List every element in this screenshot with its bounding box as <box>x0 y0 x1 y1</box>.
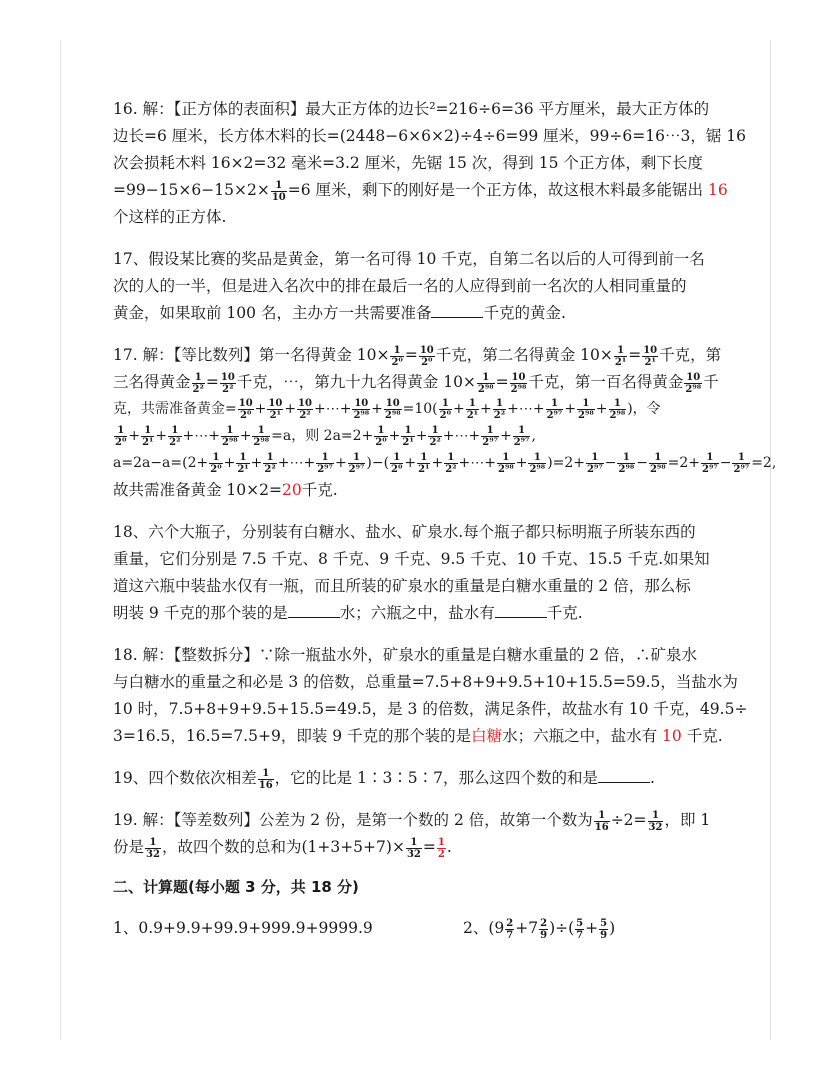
text: +7 <box>515 919 539 937</box>
q17-question-line-1: 17、假设某比赛的奖品是黄金，第一名可得 10 千克，自第二名以后的人可得到前一名 <box>113 250 705 268</box>
text: )，令 <box>627 401 661 417</box>
q16-answer-line-1: 16. 解：【正方体的表面积】最大正方体的边长²=216÷6=36 平方厘米，最大正方体的 <box>113 100 710 118</box>
fraction: $\frac{1}{\text{2⁹⁸}}$ <box>498 451 514 475</box>
text: =2, <box>751 455 777 471</box>
q18-question-line-3: 道这六瓶中装盐水仅有一瓶，而且所装的矿泉水的重量是白糖水重量的 2 倍，那么标 <box>113 577 691 595</box>
text: 份是 <box>113 838 145 856</box>
text: 17. 解：【等比数列】第一名得黄金 10× <box>113 346 390 364</box>
q18-answer-line-3: 10 时，7.5+8+9+9.5+15.5=49.5，是 3 的倍数，满足条件，故盐水有 10 千克，49.5÷ <box>113 700 748 718</box>
q16-answer-value: 16 <box>707 181 728 199</box>
text: 克，共需准备黄金= <box>113 401 237 417</box>
text: a=2a−a=(2+ <box>113 455 209 471</box>
text: 黄金，如果取前 100 名，主办方一共需要准备 <box>113 304 432 322</box>
q19-question-line-1 <box>113 765 723 792</box>
fraction: $\frac{1}{\text{2¹}}$ <box>402 424 414 448</box>
fraction: $\frac{1}{16}$ <box>594 809 609 833</box>
q18-answer-line-4 <box>113 723 723 750</box>
fraction: $\frac{10}{\text{2⁰}}$ <box>238 397 253 421</box>
fraction: $\frac{2}{7}$ <box>506 917 514 941</box>
q17-question-line-2: 次的人的一半，但是进入名次中的排在最后一名的人应得到前一名次的人相同重量的 <box>113 277 687 295</box>
fraction: $\frac{1}{\text{2²}}$ <box>445 451 457 475</box>
fraction: $\frac{2}{9}$ <box>540 917 548 941</box>
fraction: $\frac{5}{9}$ <box>600 917 608 941</box>
fraction: $\frac{1}{32}$ <box>146 836 160 860</box>
fraction: $\frac{1}{\text{2²}}$ <box>493 397 506 421</box>
q16-answer-line-4 <box>113 177 728 204</box>
q18-answer-value-1: 白糖 <box>471 727 503 745</box>
fraction: $\frac{1}{\text{2²}}$ <box>264 451 276 475</box>
fraction: $\frac{10}{\text{2¹}}$ <box>643 344 658 368</box>
q17-answer-line-6 <box>113 477 723 504</box>
text: =a，则 2a=2+ <box>271 428 374 444</box>
q17-answer-line-1: 17. 解：【等比数列】第一名得黄金 10× $\frac{1}{\text{2⁰}}$ = $\frac{10}{\text{2⁰}}$ 千克，第二名得黄金 10× $\frac{1}{\text{2¹}}$ = $\frac{10}{\text{2¹}}$ 千克，第 <box>113 344 722 368</box>
fraction: $\frac{1}{\text{2⁹⁸}}$ <box>578 397 594 421</box>
q17-answer-value: 20 <box>282 481 302 499</box>
fraction: $\frac{1}{\text{2⁹⁷}}$ <box>546 397 563 421</box>
text: 千克，⋯，第九十九名得黄金 10× <box>236 373 476 391</box>
fraction: $\frac{1}{\text{2⁹⁸}}$ <box>609 397 626 421</box>
fraction: $\frac{1}{\text{2⁰}}$ <box>391 451 403 475</box>
text: 千克，第 <box>659 346 722 364</box>
q18-question-line-1: 18、六个大瓶子，分别装有白糖水、盐水、矿泉水.每个瓶子都只标明瓶子所装东西的 <box>113 523 696 541</box>
text: 19、四个数依次相差 <box>113 769 257 787</box>
q18-question-line-4 <box>113 600 723 627</box>
fraction: $\frac{1}{\text{2¹}}$ <box>466 397 479 421</box>
text: 千克. <box>546 604 583 622</box>
text: ，即 1 <box>664 811 711 829</box>
fraction: $\frac{10}{\text{2²}}$ <box>220 371 235 395</box>
text: 故共需准备黄金 10×2= <box>113 481 282 499</box>
fraction: $\frac{1}{\text{2⁹⁸}}$ <box>253 424 270 448</box>
q19-answer <box>113 807 723 861</box>
fraction: $\frac{1}{\text{2²}}$ <box>192 371 204 395</box>
text: 千 <box>703 373 719 391</box>
fraction: $\frac{1}{32}$ <box>648 809 663 833</box>
text: 水；六瓶之中，盐水有 <box>502 727 658 745</box>
text: =2+ <box>667 455 701 471</box>
document-page <box>113 96 777 943</box>
q18-question-line-2: 重量，它们分别是 7.5 千克、8 千克、9 千克、9.5 千克、10 千克、15.5 千克.如果知 <box>113 550 710 568</box>
fraction: $\frac{1}{\text{2²}}$ <box>429 424 441 448</box>
q19-answer-value: $\frac{1}{2}$ <box>437 836 445 860</box>
fraction: $\frac{1}{\text{2⁹⁷}}$ <box>348 451 365 475</box>
fraction: $\frac{1}{\text{2¹}}$ <box>142 424 154 448</box>
fraction: $\frac{1}{\text{2¹}}$ <box>237 451 249 475</box>
answer-blank <box>495 603 547 618</box>
text: 2、(9 <box>463 919 505 937</box>
text: = <box>422 838 436 856</box>
answer-blank <box>598 768 650 783</box>
q16-answer-line-2: 边长=6 厘米，长方体木料的长=(2448−6×6×2)÷4÷6=99 厘米，99÷6=16⋯3，锯 16 <box>113 127 746 145</box>
fraction: $\frac{1}{\text{2⁹⁸}}$ <box>618 451 635 475</box>
text: )=2+ <box>547 455 586 471</box>
q19-question <box>113 765 723 792</box>
fraction: $\frac{10}{\text{2⁹⁸}}$ <box>510 371 527 395</box>
text: 千克. <box>301 481 338 499</box>
fraction: $\frac{1}{\text{2⁹⁷}}$ <box>513 424 530 448</box>
text: 三名得黄金 <box>113 373 191 391</box>
q16-answer <box>113 96 746 231</box>
fraction: $\frac{1}{\text{2⁹⁸}}$ <box>221 424 238 448</box>
q18-answer-line-2: 与白糖水的重量之和必是 3 的倍数，总重量=7.5+8+9+9.5+10+15.5=59.5，当盐水为 <box>113 673 738 691</box>
q17-answer <box>113 342 777 504</box>
fraction: $\frac{10}{\text{2¹}}$ <box>268 397 283 421</box>
fraction: $\frac{10}{\text{2⁹⁸}}$ <box>685 371 702 395</box>
q18-question <box>113 519 723 627</box>
text: )÷( <box>549 919 575 937</box>
text: ) <box>609 919 616 937</box>
q18-answer <box>113 642 748 750</box>
fraction: $\frac{10}{\text{2⁹⁸}}$ <box>384 397 401 421</box>
fraction: $\frac{1}{\text{2²}}$ <box>169 424 181 448</box>
text: 3=16.5，16.5=7.5+9，即装 9 千克的那个装的是 <box>113 727 472 745</box>
fraction: $\frac{10}{\text{2²}}$ <box>298 397 312 421</box>
q17-answer-line-2: 三名得黄金 $\frac{1}{\text{2²}}$ = $\frac{10}{\text{2²}}$ 千克，⋯，第九十九名得黄金 10× $\frac{1}{\text{2⁹⁸}}$ = $\frac{10}{\text{2⁹⁸}}$ 千克，第一百名得黄金 $\frac{10}{\text{2⁹⁸}}$ 千 <box>113 371 719 395</box>
right-margin-line <box>770 40 771 1040</box>
fraction: $\frac{1}{\text{2⁹⁷}}$ <box>702 451 718 475</box>
fraction: $\frac{1}{\text{2⁹⁸}}$ <box>477 371 494 395</box>
section-title: 二、计算题(每小题 3 分，共 18 分) <box>113 878 359 896</box>
text: + <box>585 919 599 937</box>
fraction: $\frac{1}{\text{2⁹⁸}}$ <box>649 451 666 475</box>
calc-problems <box>113 913 723 943</box>
fraction: $\frac{1}{\text{2⁰}}$ <box>375 424 387 448</box>
text: )−( <box>366 455 390 471</box>
q18-answer-line-1: 18. 解：【整数拆分】∵除一瓶盐水外，矿泉水的重量是白糖水重量的 2 倍，∴矿泉水 <box>113 646 698 664</box>
text: 千克，第一百名得黄金 <box>528 373 684 391</box>
text: ，它的比是 1∶3∶5∶7，那么这四个数的和是 <box>274 769 599 787</box>
fraction: $\frac{1}{16}$ <box>258 767 273 791</box>
q17-answer-line-3: 克，共需准备黄金= $\frac{10}{\text{2⁰}}$ + $\frac{10}{\text{2¹}}$ + $\frac{10}{\text{2²}}$ +⋯+ $\frac{10}{\text{2⁹⁸}}$ + $\frac{10}{\text{2⁹⁸}}$ =10( $\frac{1}{\text{2⁰}}$ + $\frac{1}{\text{2¹}}$ + $\frac{1}{\text{2²}}$ +⋯+ $\frac{1}{\text{2⁹⁷}}$ + $\frac{1}{\text{2⁹⁸}}$ + $\frac{1}{\text{2⁹⁸}}$ )，令 <box>113 397 661 421</box>
text: 千克. <box>686 727 723 745</box>
fraction: $\frac{1}{\text{2⁹⁷}}$ <box>587 451 603 475</box>
fraction: $\frac{1}{\text{2⁰}}$ <box>391 344 403 368</box>
text: 明装 9 千克的那个装的是 <box>113 604 288 622</box>
text: 千克的黄金. <box>483 304 566 322</box>
fraction: $\frac{5}{7}$ <box>576 917 584 941</box>
text: =6 厘米，剩下的刚好是一个正方体，故这根木料最多能锯出 <box>287 181 704 199</box>
fraction: $\frac{1}{\text{2¹}}$ <box>418 451 430 475</box>
q18-answer-value-2: 10 <box>662 727 682 745</box>
text: 水；六瓶之中，盐水有 <box>339 604 495 622</box>
fraction: $\frac{1}{\text{2¹}}$ <box>614 344 627 368</box>
text: =99−15×6−15×2× <box>113 181 270 199</box>
fraction: $\frac{1}{\text{2⁹⁷}}$ <box>733 451 750 475</box>
answer-blank <box>431 303 483 318</box>
fraction: $\frac{1}{\text{2⁹⁷}}$ <box>317 451 333 475</box>
fraction: $\frac{1}{\text{2⁹⁸}}$ <box>529 451 546 475</box>
text: 千克，第二名得黄金 10× <box>435 346 613 364</box>
q16-answer-line-5: 个这样的正方体. <box>113 208 227 226</box>
fraction: $\frac{1}{10}$ <box>271 179 286 203</box>
q19-answer-line-2: 份是 $\frac{1}{32}$ ，故四个数的总和为(1+3+5+7)× $\frac{1}{32}$ = $\frac{1}{2}$ . <box>113 836 452 860</box>
fraction: $\frac{1}{32}$ <box>406 836 421 860</box>
fraction: $\frac{10}{\text{2⁰}}$ <box>419 344 434 368</box>
text: =10( <box>402 401 438 417</box>
fraction: $\frac{10}{\text{2⁹⁸}}$ <box>353 397 370 421</box>
calc-problem-2 <box>463 913 615 943</box>
fraction: $\frac{1}{\text{2⁰}}$ <box>210 451 222 475</box>
text: 19. 解：【等差数列】公差为 2 份，是第一个数的 2 倍，故第一个数为 <box>113 811 593 829</box>
q17-question <box>113 246 723 327</box>
q17-answer-line-5: a=2a−a=(2+ $\frac{1}{\text{2⁰}}$ + $\frac{1}{\text{2¹}}$ + $\frac{1}{\text{2²}}$ +⋯+ $\frac{1}{\text{2⁹⁷}}$ + $\frac{1}{\text{2⁹⁷}}$ )−( $\frac{1}{\text{2⁰}}$ + $\frac{1}{\text{2¹}}$ + $\frac{1}{\text{2²}}$ +⋯+ $\frac{1}{\text{2⁹⁸}}$ + $\frac{1}{\text{2⁹⁸}}$ )=2+ $\frac{1}{\text{2⁹⁷}}$ − $\frac{1}{\text{2⁹⁸}}$ − $\frac{1}{\text{2⁹⁸}}$ =2+ $\frac{1}{\text{2⁹⁷}}$ − $\frac{1}{\text{2⁹⁷}}$ =2, <box>113 451 777 475</box>
text: ÷2= <box>610 811 647 829</box>
calc-problem-1: 1、0.9+9.9+99.9+999.9+9999.9 <box>113 919 373 937</box>
text: ，故四个数的总和为(1+3+5+7)× <box>161 838 405 856</box>
left-margin-line <box>60 40 61 1040</box>
fraction: $\frac{1}{\text{2⁰}}$ <box>115 424 127 448</box>
text: . <box>650 769 655 787</box>
answer-blank <box>288 603 340 618</box>
q16-answer-line-3: 次会损耗木料 16×2=32 毫米=3.2 厘米，先锯 15 次，得到 15 个正方体，剩下长度 <box>113 154 703 172</box>
fraction: $\frac{1}{\text{2⁰}}$ <box>439 397 451 421</box>
q17-answer-line-4: $\frac{1}{\text{2⁰}}$ + $\frac{1}{\text{2¹}}$ + $\frac{1}{\text{2²}}$ +⋯+ $\frac{1}{\text{2⁹⁸}}$ + $\frac{1}{\text{2⁹⁸}}$ =a，则 2a=2+ $\frac{1}{\text{2⁰}}$ + $\frac{1}{\text{2¹}}$ + $\frac{1}{\text{2²}}$ +⋯+ $\frac{1}{\text{2⁹⁷}}$ + $\frac{1}{\text{2⁹⁷}}$ , <box>115 424 536 448</box>
q19-answer-line-1 <box>113 807 723 834</box>
q17-question-line-3 <box>113 300 723 327</box>
fraction: $\frac{1}{\text{2⁹⁷}}$ <box>482 424 498 448</box>
